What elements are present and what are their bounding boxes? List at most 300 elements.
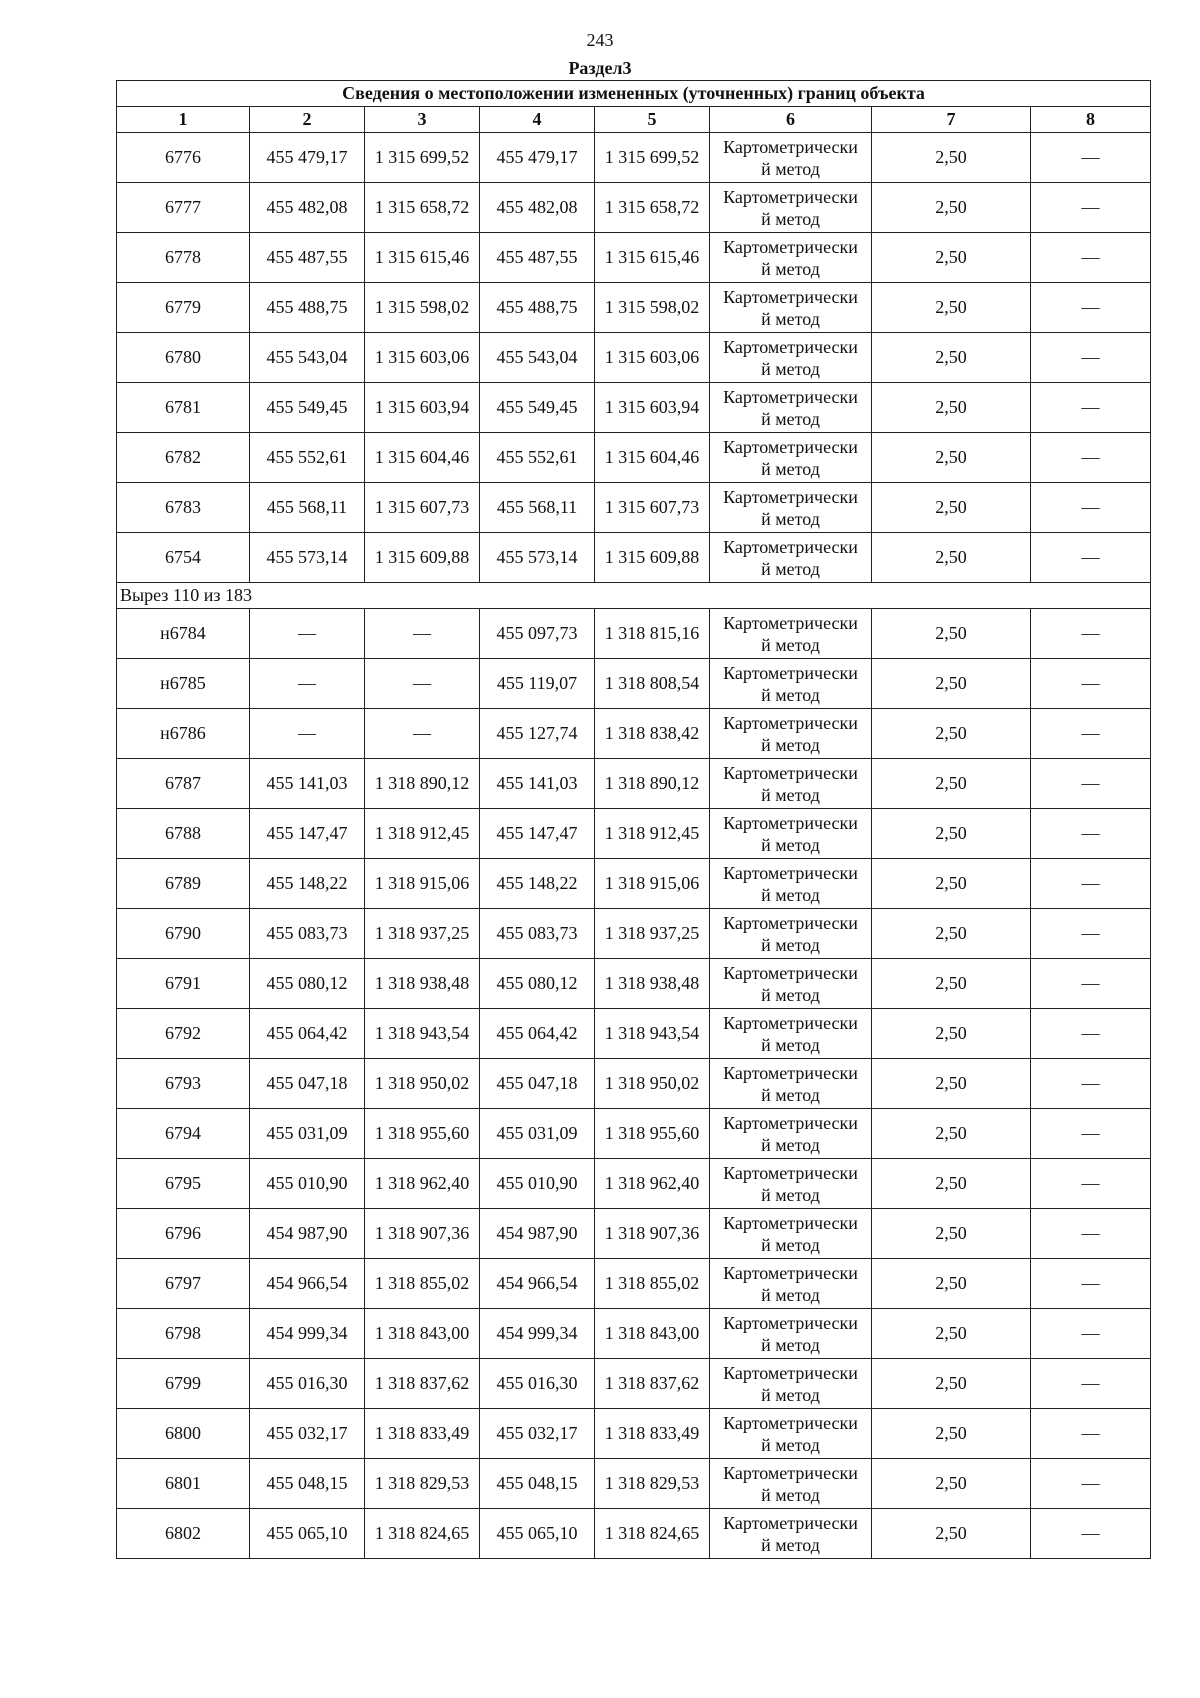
method-cell [710, 959, 872, 1009]
description-cell: — [1031, 609, 1151, 659]
x-new-cell: 455 552,61 [480, 433, 595, 483]
table-row [117, 809, 1151, 859]
x-existing-cell: 455 080,12 [250, 959, 365, 1009]
y-new-cell: 1 318 955,60 [595, 1109, 710, 1159]
x-existing-cell: 454 999,34 [250, 1309, 365, 1359]
method-line: Картометрически [723, 662, 858, 683]
x-new-cell: 454 987,90 [480, 1209, 595, 1259]
y-existing-cell: 1 318 829,53 [365, 1459, 480, 1509]
x-new-cell: 455 119,07 [480, 659, 595, 709]
point-number-cell: 6799 [117, 1359, 250, 1409]
description-cell: — [1031, 859, 1151, 909]
y-new-cell: 1 315 699,52 [595, 133, 710, 183]
y-new-cell: 1 318 943,54 [595, 1009, 710, 1059]
column-number-row [117, 107, 1151, 133]
accuracy-cell: 2,50 [872, 1009, 1031, 1059]
table-row [117, 1359, 1151, 1409]
point-number-cell: 6782 [117, 433, 250, 483]
y-existing-cell: 1 318 938,48 [365, 959, 480, 1009]
x-new-cell: 455 549,45 [480, 383, 595, 433]
method-line: Картометрически [723, 712, 858, 733]
method-cell [710, 1009, 872, 1059]
table-row [117, 1009, 1151, 1059]
x-existing-cell: 455 064,42 [250, 1009, 365, 1059]
table-row [117, 709, 1151, 759]
method-line: й метод [761, 458, 820, 479]
y-existing-cell: 1 318 907,36 [365, 1209, 480, 1259]
x-new-cell: 455 141,03 [480, 759, 595, 809]
method-cell [710, 1359, 872, 1409]
x-new-cell: 455 080,12 [480, 959, 595, 1009]
table-row [117, 383, 1151, 433]
y-existing-cell: — [365, 609, 480, 659]
point-number-cell: 6787 [117, 759, 250, 809]
accuracy-cell: 2,50 [872, 1059, 1031, 1109]
table-row [117, 1209, 1151, 1259]
y-existing-cell: 1 318 962,40 [365, 1159, 480, 1209]
description-cell: — [1031, 483, 1151, 533]
method-cell [710, 609, 872, 659]
y-existing-cell: 1 318 833,49 [365, 1409, 480, 1459]
method-line: й метод [761, 1434, 820, 1455]
method-line: й метод [761, 934, 820, 955]
x-new-cell: 455 047,18 [480, 1059, 595, 1109]
method-line: й метод [761, 884, 820, 905]
accuracy-cell: 2,50 [872, 1409, 1031, 1459]
accuracy-cell: 2,50 [872, 1109, 1031, 1159]
group-title-row [117, 583, 1151, 609]
accuracy-cell: 2,50 [872, 533, 1031, 583]
method-line: Картометрически [723, 862, 858, 883]
x-existing-cell: 455 487,55 [250, 233, 365, 283]
method-line: Картометрически [723, 1412, 858, 1433]
method-cell [710, 433, 872, 483]
y-existing-cell: 1 315 607,73 [365, 483, 480, 533]
y-new-cell: 1 315 607,73 [595, 483, 710, 533]
method-line: Картометрически [723, 486, 858, 507]
x-existing-cell: 455 048,15 [250, 1459, 365, 1509]
point-number-cell: н6784 [117, 609, 250, 659]
y-new-cell: 1 315 609,88 [595, 533, 710, 583]
x-new-cell: 455 032,17 [480, 1409, 595, 1459]
method-cell [710, 759, 872, 809]
y-new-cell: 1 318 808,54 [595, 659, 710, 709]
accuracy-cell: 2,50 [872, 483, 1031, 533]
x-existing-cell: 455 141,03 [250, 759, 365, 809]
point-number-cell: н6786 [117, 709, 250, 759]
accuracy-cell: 2,50 [872, 1159, 1031, 1209]
y-existing-cell: — [365, 659, 480, 709]
y-new-cell: 1 315 658,72 [595, 183, 710, 233]
method-line: Картометрически [723, 912, 858, 933]
y-existing-cell: 1 318 837,62 [365, 1359, 480, 1409]
method-cell [710, 1059, 872, 1109]
x-new-cell: 455 147,47 [480, 809, 595, 859]
method-line: Картометрически [723, 1112, 858, 1133]
point-number-cell: 6793 [117, 1059, 250, 1109]
y-existing-cell: 1 318 890,12 [365, 759, 480, 809]
y-new-cell: 1 318 838,42 [595, 709, 710, 759]
table-row [117, 233, 1151, 283]
x-existing-cell: — [250, 659, 365, 709]
table-row [117, 1259, 1151, 1309]
method-cell [710, 909, 872, 959]
method-line: й метод [761, 684, 820, 705]
table-row [117, 759, 1151, 809]
y-new-cell: 1 315 603,94 [595, 383, 710, 433]
x-new-cell: 454 999,34 [480, 1309, 595, 1359]
x-existing-cell: 455 148,22 [250, 859, 365, 909]
y-new-cell: 1 318 907,36 [595, 1209, 710, 1259]
x-new-cell: 455 479,17 [480, 133, 595, 183]
x-new-cell: 455 487,55 [480, 233, 595, 283]
x-existing-cell: 455 047,18 [250, 1059, 365, 1109]
method-cell [710, 1409, 872, 1459]
method-line: Картометрически [723, 962, 858, 983]
x-new-cell: 455 482,08 [480, 183, 595, 233]
x-new-cell: 455 097,73 [480, 609, 595, 659]
point-number-cell: 6777 [117, 183, 250, 233]
method-line: й метод [761, 1284, 820, 1305]
column-number: 5 [595, 107, 710, 133]
point-number-cell: 6778 [117, 233, 250, 283]
method-line: й метод [761, 258, 820, 279]
accuracy-cell: 2,50 [872, 909, 1031, 959]
y-existing-cell: 1 315 615,46 [365, 233, 480, 283]
description-cell: — [1031, 233, 1151, 283]
x-existing-cell: 455 488,75 [250, 283, 365, 333]
table-row [117, 183, 1151, 233]
x-new-cell: 454 966,54 [480, 1259, 595, 1309]
description-cell: — [1031, 1059, 1151, 1109]
x-new-cell: 455 148,22 [480, 859, 595, 909]
table-row [117, 1059, 1151, 1109]
description-cell: — [1031, 759, 1151, 809]
table-row [117, 959, 1151, 1009]
method-cell [710, 659, 872, 709]
x-existing-cell: 455 010,90 [250, 1159, 365, 1209]
description-cell: — [1031, 533, 1151, 583]
x-new-cell: 455 127,74 [480, 709, 595, 759]
method-cell [710, 1309, 872, 1359]
description-cell: — [1031, 333, 1151, 383]
description-cell: — [1031, 1459, 1151, 1509]
description-cell: — [1031, 283, 1151, 333]
y-existing-cell: 1 318 943,54 [365, 1009, 480, 1059]
table-row [117, 333, 1151, 383]
point-number-cell: 6797 [117, 1259, 250, 1309]
method-line: Картометрически [723, 1312, 858, 1333]
method-line: Картометрически [723, 236, 858, 257]
table-row [117, 909, 1151, 959]
table-row [117, 1409, 1151, 1459]
description-cell: — [1031, 1309, 1151, 1359]
description-cell: — [1031, 1159, 1151, 1209]
column-number: 7 [872, 107, 1031, 133]
x-existing-cell: 455 016,30 [250, 1359, 365, 1409]
point-number-cell: 6795 [117, 1159, 250, 1209]
point-number-cell: 6791 [117, 959, 250, 1009]
method-line: Картометрически [723, 336, 858, 357]
y-new-cell: 1 318 829,53 [595, 1459, 710, 1509]
description-cell: — [1031, 809, 1151, 859]
method-line: й метод [761, 1484, 820, 1505]
y-existing-cell: 1 315 604,46 [365, 433, 480, 483]
method-line: й метод [761, 408, 820, 429]
description-cell: — [1031, 1359, 1151, 1409]
y-new-cell: 1 318 837,62 [595, 1359, 710, 1409]
method-line: й метод [761, 208, 820, 229]
method-cell [710, 859, 872, 909]
y-existing-cell: 1 318 950,02 [365, 1059, 480, 1109]
x-existing-cell: 455 552,61 [250, 433, 365, 483]
table-row [117, 859, 1151, 909]
description-cell: — [1031, 1209, 1151, 1259]
method-line: й метод [761, 508, 820, 529]
method-line: й метод [761, 1334, 820, 1355]
table-row [117, 1509, 1151, 1559]
accuracy-cell: 2,50 [872, 959, 1031, 1009]
x-new-cell: 455 048,15 [480, 1459, 595, 1509]
method-cell [710, 533, 872, 583]
y-new-cell: 1 318 912,45 [595, 809, 710, 859]
method-line: Картометрически [723, 812, 858, 833]
method-line: й метод [761, 634, 820, 655]
table-row [117, 1159, 1151, 1209]
accuracy-cell: 2,50 [872, 809, 1031, 859]
x-existing-cell: 455 147,47 [250, 809, 365, 859]
x-new-cell: 455 031,09 [480, 1109, 595, 1159]
point-number-cell: 6802 [117, 1509, 250, 1559]
y-existing-cell: 1 318 955,60 [365, 1109, 480, 1159]
y-new-cell: 1 318 833,49 [595, 1409, 710, 1459]
method-cell [710, 1509, 872, 1559]
accuracy-cell: 2,50 [872, 433, 1031, 483]
description-cell: — [1031, 1259, 1151, 1309]
x-new-cell: 455 568,11 [480, 483, 595, 533]
y-new-cell: 1 318 824,65 [595, 1509, 710, 1559]
column-number: 4 [480, 107, 595, 133]
y-existing-cell: 1 318 824,65 [365, 1509, 480, 1559]
method-line: й метод [761, 734, 820, 755]
point-number-cell: 6790 [117, 909, 250, 959]
method-cell [710, 483, 872, 533]
table-row [117, 433, 1151, 483]
accuracy-cell: 2,50 [872, 609, 1031, 659]
accuracy-cell: 2,50 [872, 759, 1031, 809]
point-number-cell: 6780 [117, 333, 250, 383]
method-line: й метод [761, 984, 820, 1005]
description-cell: — [1031, 709, 1151, 759]
x-existing-cell: 454 987,90 [250, 1209, 365, 1259]
method-line: Картометрически [723, 186, 858, 207]
group-title: Вырез 110 из 183 [117, 583, 1151, 609]
point-number-cell: 6796 [117, 1209, 250, 1259]
method-cell [710, 183, 872, 233]
point-number-cell: 6798 [117, 1309, 250, 1359]
y-existing-cell: 1 318 937,25 [365, 909, 480, 959]
accuracy-cell: 2,50 [872, 333, 1031, 383]
method-line: Картометрически [723, 1362, 858, 1383]
point-number-cell: 6783 [117, 483, 250, 533]
method-cell [710, 1159, 872, 1209]
point-number-cell: 6788 [117, 809, 250, 859]
point-number-cell: 6776 [117, 133, 250, 183]
x-new-cell: 455 083,73 [480, 909, 595, 959]
x-existing-cell: 455 032,17 [250, 1409, 365, 1459]
x-existing-cell: 455 031,09 [250, 1109, 365, 1159]
point-number-cell: 6789 [117, 859, 250, 909]
accuracy-cell: 2,50 [872, 383, 1031, 433]
x-existing-cell: 455 065,10 [250, 1509, 365, 1559]
method-cell [710, 1459, 872, 1509]
description-cell: — [1031, 909, 1151, 959]
method-line: й метод [761, 1184, 820, 1205]
point-number-cell: 6801 [117, 1459, 250, 1509]
accuracy-cell: 2,50 [872, 1259, 1031, 1309]
method-line: Картометрически [723, 762, 858, 783]
description-cell: — [1031, 133, 1151, 183]
y-existing-cell: 1 315 658,72 [365, 183, 480, 233]
y-new-cell: 1 318 950,02 [595, 1059, 710, 1109]
method-cell [710, 1109, 872, 1159]
method-line: Картометрически [723, 1212, 858, 1233]
x-existing-cell: 455 083,73 [250, 909, 365, 959]
y-existing-cell: 1 315 603,94 [365, 383, 480, 433]
x-existing-cell: 455 543,04 [250, 333, 365, 383]
y-existing-cell: — [365, 709, 480, 759]
description-cell: — [1031, 433, 1151, 483]
column-number: 3 [365, 107, 480, 133]
method-cell [710, 1259, 872, 1309]
table-row [117, 1459, 1151, 1509]
table-caption-row [117, 81, 1151, 107]
y-existing-cell: 1 318 843,00 [365, 1309, 480, 1359]
section-title: Раздел3 [568, 58, 632, 78]
y-existing-cell: 1 315 598,02 [365, 283, 480, 333]
x-existing-cell: 455 479,17 [250, 133, 365, 183]
method-line: й метод [761, 158, 820, 179]
y-new-cell: 1 318 843,00 [595, 1309, 710, 1359]
method-line: Картометрически [723, 612, 858, 633]
method-line: й метод [761, 1084, 820, 1105]
accuracy-cell: 2,50 [872, 1309, 1031, 1359]
y-new-cell: 1 318 915,06 [595, 859, 710, 909]
y-existing-cell: 1 315 609,88 [365, 533, 480, 583]
method-line: й метод [761, 1534, 820, 1555]
method-line: й метод [761, 1034, 820, 1055]
method-cell [710, 709, 872, 759]
x-new-cell: 455 010,90 [480, 1159, 595, 1209]
table-row [117, 1109, 1151, 1159]
description-cell: — [1031, 183, 1151, 233]
method-line: Картометрически [723, 436, 858, 457]
method-line: Картометрически [723, 1462, 858, 1483]
method-line: й метод [761, 308, 820, 329]
method-cell [710, 809, 872, 859]
x-new-cell: 455 573,14 [480, 533, 595, 583]
column-number: 6 [710, 107, 872, 133]
accuracy-cell: 2,50 [872, 859, 1031, 909]
y-existing-cell: 1 318 915,06 [365, 859, 480, 909]
method-line: Картометрически [723, 1262, 858, 1283]
x-new-cell: 455 064,42 [480, 1009, 595, 1059]
y-new-cell: 1 318 937,25 [595, 909, 710, 959]
accuracy-cell: 2,50 [872, 1209, 1031, 1259]
coordinates-table [116, 80, 1151, 1559]
table-row [117, 533, 1151, 583]
accuracy-cell: 2,50 [872, 1359, 1031, 1409]
method-cell [710, 233, 872, 283]
method-line: Картометрически [723, 286, 858, 307]
accuracy-cell: 2,50 [872, 1509, 1031, 1559]
y-existing-cell: 1 315 699,52 [365, 133, 480, 183]
point-number-cell: 6800 [117, 1409, 250, 1459]
y-existing-cell: 1 318 912,45 [365, 809, 480, 859]
y-new-cell: 1 318 962,40 [595, 1159, 710, 1209]
x-existing-cell: 455 549,45 [250, 383, 365, 433]
method-cell [710, 1209, 872, 1259]
method-line: й метод [761, 834, 820, 855]
point-number-cell: 6794 [117, 1109, 250, 1159]
point-number-cell: 6781 [117, 383, 250, 433]
method-line: Картометрически [723, 136, 858, 157]
method-line: й метод [761, 1234, 820, 1255]
method-cell [710, 283, 872, 333]
method-line: й метод [761, 1134, 820, 1155]
y-new-cell: 1 315 603,06 [595, 333, 710, 383]
description-cell: — [1031, 1509, 1151, 1559]
point-number-cell: 6754 [117, 533, 250, 583]
method-cell [710, 333, 872, 383]
accuracy-cell: 2,50 [872, 709, 1031, 759]
description-cell: — [1031, 659, 1151, 709]
y-new-cell: 1 315 615,46 [595, 233, 710, 283]
y-new-cell: 1 318 815,16 [595, 609, 710, 659]
method-line: Картометрически [723, 386, 858, 407]
table-caption: Сведения о местоположении измененных (уточненных) границ объекта [117, 81, 1151, 107]
accuracy-cell: 2,50 [872, 659, 1031, 709]
y-existing-cell: 1 315 603,06 [365, 333, 480, 383]
description-cell: — [1031, 959, 1151, 1009]
y-new-cell: 1 318 890,12 [595, 759, 710, 809]
method-line: Картометрически [723, 1512, 858, 1533]
description-cell: — [1031, 1009, 1151, 1059]
accuracy-cell: 2,50 [872, 183, 1031, 233]
column-number: 8 [1031, 107, 1151, 133]
page-number: 243 [586, 30, 614, 50]
y-new-cell: 1 315 604,46 [595, 433, 710, 483]
method-line: Картометрически [723, 1062, 858, 1083]
x-existing-cell: — [250, 709, 365, 759]
y-new-cell: 1 318 855,02 [595, 1259, 710, 1309]
table-row [117, 483, 1151, 533]
y-existing-cell: 1 318 855,02 [365, 1259, 480, 1309]
table-row [117, 133, 1151, 183]
x-existing-cell: 455 482,08 [250, 183, 365, 233]
x-new-cell: 455 065,10 [480, 1509, 595, 1559]
description-cell: — [1031, 1409, 1151, 1459]
table-row [117, 659, 1151, 709]
method-line: Картометрически [723, 536, 858, 557]
table-row [117, 1309, 1151, 1359]
table-row [117, 283, 1151, 333]
table-body [117, 81, 1151, 1559]
point-number-cell: 6779 [117, 283, 250, 333]
table-row [117, 609, 1151, 659]
accuracy-cell: 2,50 [872, 233, 1031, 283]
method-line: Картометрически [723, 1162, 858, 1183]
